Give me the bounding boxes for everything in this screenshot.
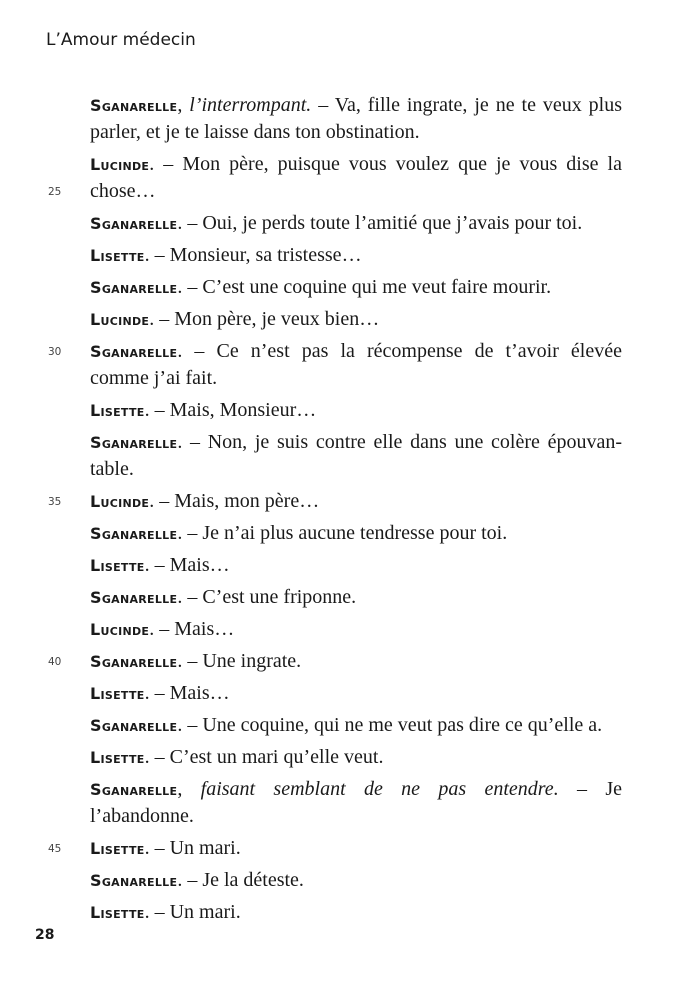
- speaker-separator: .: [149, 618, 155, 640]
- speaker-name: Lucinde: [90, 492, 150, 511]
- dialogue-text: – Je n’ai plus aucune tendresse pour toi.: [182, 522, 508, 544]
- line-number: 35: [48, 496, 62, 508]
- line-number: 40: [48, 656, 62, 668]
- speaker-separator: .: [144, 554, 150, 576]
- dialogue-line: [90, 680, 622, 707]
- speaker-separator: .: [177, 522, 183, 544]
- speaker-separator: ,: [177, 94, 190, 116]
- dialogue-line: [90, 744, 622, 771]
- speaker-separator: .: [177, 212, 183, 234]
- dialogue-line: [90, 552, 622, 579]
- speaker-name: Sganarelle: [90, 871, 178, 890]
- speaker-name: Lisette: [90, 903, 145, 922]
- dialogue-line: [48, 488, 622, 515]
- dialogue-text: – Une ingrate.: [182, 650, 302, 672]
- dialogue-text: – C’est un mari qu’elle veut.: [149, 746, 384, 768]
- dialogue-text: – Un mari.: [149, 837, 241, 859]
- speaker-name: Lisette: [90, 556, 145, 575]
- speaker-separator: .: [177, 431, 183, 453]
- speaker-name: Lisette: [90, 748, 145, 767]
- speaker-separator: .: [177, 650, 183, 672]
- dialogue-line: [90, 712, 622, 739]
- dialogue-text: – Je l’abandonne.: [90, 778, 622, 827]
- dialogue-line: [48, 338, 622, 392]
- speaker-name: Lucinde: [90, 620, 150, 639]
- dialogue-text: – Mais, mon père…: [154, 490, 320, 512]
- page-number: 28: [35, 927, 55, 943]
- speaker-name: Sganarelle: [90, 96, 178, 115]
- dialogue-line: [48, 151, 622, 205]
- speaker-name: Sganarelle: [90, 433, 178, 452]
- dialogue-line: [48, 835, 622, 862]
- dialogue-text: – Mais, Monsieur…: [149, 399, 317, 421]
- speaker-separator: .: [144, 901, 150, 923]
- speaker-separator: .: [177, 714, 183, 736]
- dialogue-line: [90, 306, 622, 333]
- running-head: L’Amour médecin: [46, 30, 196, 50]
- dialogue-line: [90, 776, 622, 830]
- speaker-name: Sganarelle: [90, 214, 178, 233]
- speaker-name: Lisette: [90, 401, 145, 420]
- line-number: 45: [48, 843, 62, 855]
- dialogue-text: – Monsieur, sa tristesse…: [149, 244, 362, 266]
- speaker-separator: .: [144, 746, 150, 768]
- speaker-separator: .: [144, 837, 150, 859]
- speaker-name: Sganarelle: [90, 524, 178, 543]
- speaker-separator: .: [149, 153, 155, 175]
- dialogue-text: – C’est une coquine qui me veut faire mourir.: [182, 276, 552, 298]
- speaker-name: Lucinde: [90, 310, 150, 329]
- speaker-separator: .: [177, 586, 183, 608]
- speaker-name: Sganarelle: [90, 716, 178, 735]
- speaker-separator: .: [144, 682, 150, 704]
- speaker-name: Lucinde: [90, 155, 150, 174]
- dialogue-text: – Mais…: [149, 554, 230, 576]
- dialogue-line: [90, 92, 622, 146]
- dialogue-text: – Mon père, je veux bien…: [154, 308, 380, 330]
- speaker-name: Sganarelle: [90, 652, 178, 671]
- dialogue-text: – Mon père, puisque vous voulez que je vous dise la chose…: [90, 153, 622, 202]
- dialogue-text: – Va, fille ingrate, je ne te veux plus parler, et je te laisse dans ton obstination.: [90, 94, 622, 143]
- speaker-separator: .: [177, 340, 183, 362]
- speaker-name: Sganarelle: [90, 780, 178, 799]
- dialogue-line: [90, 899, 622, 926]
- dialogue-line: [90, 242, 622, 269]
- speaker-name: Lisette: [90, 246, 145, 265]
- speaker-separator: .: [144, 244, 150, 266]
- dialogue-line: [90, 210, 622, 237]
- dialogue-line: [90, 274, 622, 301]
- play-text: [48, 92, 622, 926]
- speaker-separator: .: [144, 399, 150, 421]
- dialogue-text: – Mais…: [154, 618, 235, 640]
- dialogue-text: – Je la déteste.: [182, 869, 304, 891]
- dialogue-text: – Oui, je perds toute l’amitié que j’avais pour toi.: [182, 212, 583, 234]
- speaker-separator: .: [177, 869, 183, 891]
- dialogue-text: – Un mari.: [149, 901, 241, 923]
- speaker-separator: .: [149, 490, 155, 512]
- dialogue-line: [90, 429, 622, 483]
- speaker-name: Lisette: [90, 839, 145, 858]
- speaker-name: Lisette: [90, 684, 145, 703]
- speaker-separator: .: [149, 308, 155, 330]
- line-number: 25: [48, 186, 62, 198]
- line-number: 30: [48, 346, 62, 358]
- dialogue-line: [48, 648, 622, 675]
- speaker-name: Sganarelle: [90, 588, 178, 607]
- dialogue-text: – Non, je suis contre elle dans une colère épouvan-table.: [90, 431, 622, 480]
- dialogue-line: [90, 867, 622, 894]
- speaker-name: Sganarelle: [90, 342, 178, 361]
- dialogue-text: – C’est une friponne.: [182, 586, 357, 608]
- dialogue-line: [90, 584, 622, 611]
- stage-direction: l’interrompant.: [189, 94, 312, 116]
- dialogue-text: – Une coquine, qui ne me veut pas dire ce qu’elle a.: [182, 714, 603, 736]
- speaker-separator: .: [177, 276, 183, 298]
- dialogue-line: [90, 520, 622, 547]
- speaker-name: Sganarelle: [90, 278, 178, 297]
- dialogue-text: – Mais…: [149, 682, 230, 704]
- dialogue-line: [90, 616, 622, 643]
- speaker-separator: ,: [177, 778, 201, 800]
- dialogue-line: [90, 397, 622, 424]
- dialogue-text: – Ce n’est pas la récompense de t’avoir élevée comme j’ai fait.: [90, 340, 622, 389]
- stage-direction: faisant semblant de ne pas entendre.: [200, 778, 559, 800]
